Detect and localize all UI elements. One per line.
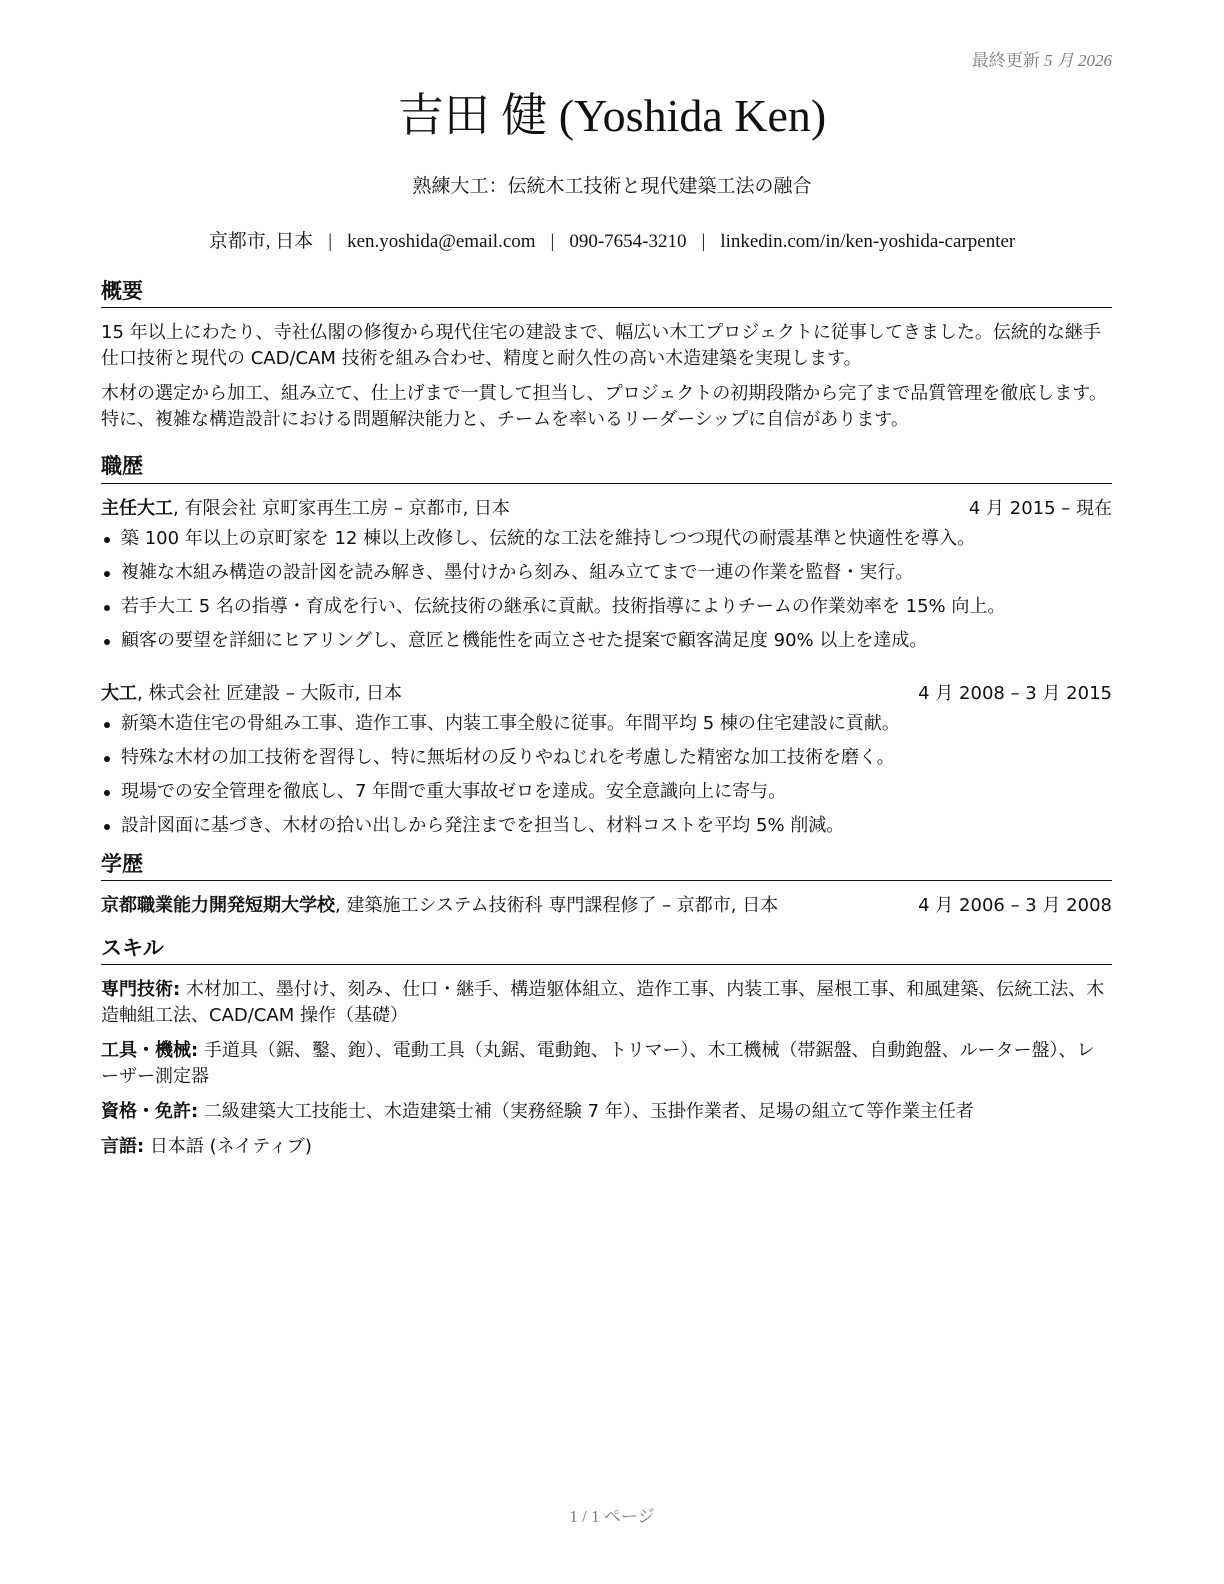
last-updated-label: 最終更新 (971, 51, 1040, 70)
education-entry (101, 893, 1112, 919)
candidate-name: 吉田 健 (Yoshida Ken) (397, 90, 827, 141)
skill-label: 資格・免許: (101, 1101, 199, 1123)
job-entry (101, 681, 1112, 839)
contact-line (0, 226, 1224, 253)
resume-content (101, 278, 1112, 1169)
skill-text: 二級建築大工技能士、木造建築士補（実務経験 7 年）、玉掛作業者、足場の組立て等作業主任者 (198, 1101, 974, 1123)
section-title-education: 学歴 (101, 851, 1112, 881)
last-updated (972, 46, 1112, 71)
education-dates: 4 月 2006 – 3 月 2008 (918, 894, 1112, 916)
contact-phone[interactable]: 090-7654-3210 (569, 231, 687, 252)
page-number: 1 / 1 ページ (569, 1507, 655, 1526)
skill-label: 専門技術: (101, 979, 181, 1001)
skill-text: 日本語 (ネイティブ) (144, 1136, 312, 1158)
last-updated-date: 5 月 2026 (1044, 51, 1112, 70)
contact-separator: | (550, 231, 555, 252)
skill-text: 木材加工、墨付け、刻み、仕口・継手、構造躯体組立、造作工事、内装工事、屋根工事、和風建築、伝統工法、木造軸組工法、CAD/CAM 操作（基礎） (101, 979, 1105, 1027)
skill-item (101, 1134, 1112, 1160)
section-title-summary: 概要 (101, 278, 1112, 308)
job-bullet: 特殊な木材の加工技術を習得し、特に無垢材の反りやねじれを考慮した精密な加工技術を磨く。 (101, 745, 1112, 771)
job-company: , 有限会社 京町家再生工房 – 京都市, 日本 (173, 497, 511, 519)
education-section (101, 851, 1112, 919)
job-header (101, 681, 1112, 707)
skill-label: 工具・機械: (101, 1040, 199, 1062)
section-title-experience: 職歴 (101, 453, 1112, 483)
contact-email[interactable]: ken.yoshida@email.com (347, 231, 536, 252)
job-bullet: 設計図面に基づき、木材の拾い出しから発注までを担当し、材料コストを平均 5% 削減。 (101, 813, 1112, 839)
tagline: 熟練大工：伝統木工技術と現代建築工法の融合 (412, 175, 812, 197)
job-role: 主任大工 (101, 497, 173, 519)
education-school: 京都職業能力開発短期大学校 (101, 894, 335, 916)
skill-label: 言語: (101, 1136, 145, 1158)
job-bullet: 複雑な木組み構造の設計図を読み解き、墨付けから刻み、組み立てまで一連の作業を監督・実行。 (101, 560, 1112, 586)
experience-section (101, 453, 1112, 838)
summary-paragraph: 木材の選定から加工、組み立て、仕上げまで一貫して担当し、プロジェクトの初期段階から完了まで品質管理を徹底します。特に、複雑な構造設計における問題解決能力と、チームを率いるリーダーシップに自信があります。 (101, 383, 1107, 431)
job-company: , 株式会社 匠建設 – 大阪市, 日本 (137, 682, 403, 704)
skill-item (101, 977, 1112, 1029)
job-role: 大工 (101, 682, 137, 704)
job-bullets (101, 711, 1112, 839)
section-title-skills: スキル (101, 935, 1112, 965)
skill-text: 手道具（鋸、鑿、鉋）、電動工具（丸鋸、電動鉋、トリマー）、木工機械（帯鋸盤、自動鉋盤、ルーター盤）、レーザー測定器 (101, 1040, 1095, 1088)
job-header (101, 496, 1112, 522)
job-bullet: 新築木造住宅の骨組み工事、造作工事、内装工事全般に従事。年間平均 5 棟の住宅建設に貢献。 (101, 711, 1112, 737)
job-bullet: 顧客の要望を詳細にヒアリングし、意匠と機能性を両立させた提案で顧客満足度 90% 以上を達成。 (101, 628, 1112, 654)
job-entry (101, 496, 1112, 654)
skill-item (101, 1099, 1112, 1125)
summary-section (101, 278, 1112, 433)
contact-linkedin[interactable]: linkedin.com/in/ken-yoshida-carpenter (720, 231, 1016, 252)
contact-separator: | (701, 231, 706, 252)
job-dates: 4 月 2015 – 現在 (968, 497, 1112, 519)
job-bullets (101, 526, 1112, 654)
job-dates: 4 月 2008 – 3 月 2015 (918, 682, 1112, 704)
summary-paragraph: 15 年以上にわたり、寺社仏閣の修復から現代住宅の建設まで、幅広い木工プロジェクトに従事してきました。伝統的な継手仕口技術と現代の CAD/CAM 技術を組み合わせ、精度と耐久性の高い木造建築を実現します。 (101, 322, 1101, 370)
skills-section (101, 935, 1112, 1160)
contact-separator: | (328, 231, 333, 252)
job-bullet: 現場での安全管理を徹底し、7 年間で重大事故ゼロを達成。安全意識向上に寄与。 (101, 779, 1112, 805)
skill-item (101, 1038, 1112, 1090)
education-detail: , 建築施工システム技術科 専門課程修了 – 京都市, 日本 (335, 894, 779, 916)
contact-location: 京都市, 日本 (208, 231, 314, 252)
job-bullet: 若手大工 5 名の指導・育成を行い、伝統技術の継承に貢献。技術指導によりチームの作業効率を 15% 向上。 (101, 594, 1112, 620)
job-bullet: 築 100 年以上の京町家を 12 棟以上改修し、伝統的な工法を維持しつつ現代の耐震基準と快適性を導入。 (101, 526, 1112, 552)
